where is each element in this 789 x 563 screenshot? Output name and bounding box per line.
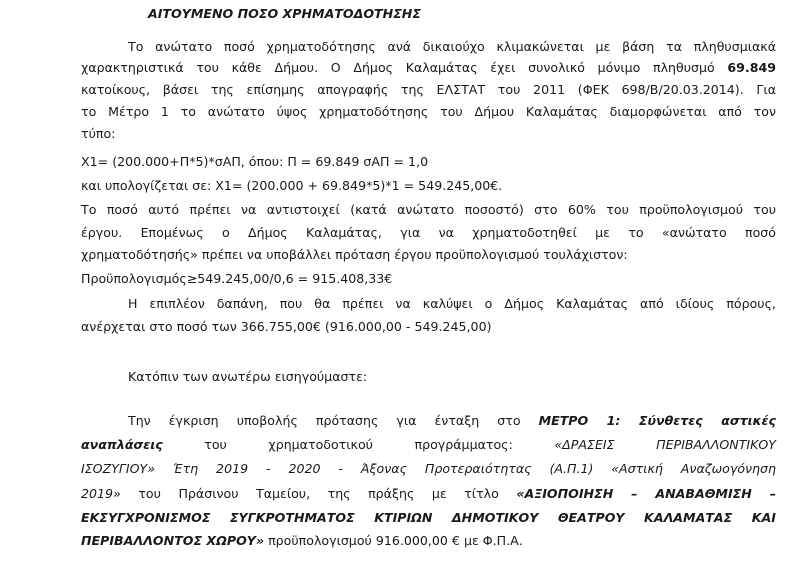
program-title: «ΔΡΑΣΕΙΣ ΠΕΡΙΒΑΛΛΟΝΤΙΚΟΥ [554,437,777,452]
measure-title-cont: αναπλάσεις [81,437,163,452]
proposal-line1 [128,413,776,429]
proposal-line1-text: Την έγκριση υποβολής πρότασης για ένταξη στο [128,413,539,428]
para1-line1: Το ανώτατο ποσό χρηματοδότησης ανά δικαιούχο κλιμακώνεται με βάση τα πληθυσμιακά [128,39,776,54]
para2-line4: Προϋπολογισμός≥549.245,00/0,6 = 915.408,33€ [81,271,393,286]
proposal-line6 [81,533,523,549]
proposal-line4-text: του Πράσινου Ταμείου, της πράξης με τίτλο [120,486,517,501]
project-title-end: ΠΕΡΙΒΑΛΛΟΝΤΟΣ ΧΩΡΟΥ» [81,533,265,548]
population-value: 69.849 [727,60,776,75]
para1-line2 [81,60,776,76]
section-title: ΑΙΤΟΥΜΕΝΟ ΠΟΣΟ ΧΡΗΜΑΤΟΔΟΤΗΣΗΣ [148,6,421,21]
proposal-intro: Κατόπιν των ανωτέρω εισηγούμαστε: [128,369,368,384]
para1-line2-text: χαρακτηριστικά του κάθε Δήμου. Ο Δήμος Καλαμάτας έχει συνολικό μόνιμο πληθυσμό [81,60,728,75]
budget-text: προϋπολογισμού 916.000,00 € με Φ.Π.Α. [264,533,523,548]
para2-line3: χρηματοδότησής» πρέπει να υποβάλλει πρόταση έργου προϋπολογισμού τουλάχιστον: [81,247,628,262]
proposal-line2 [81,437,776,453]
proposal-line2-text: του χρηματοδοτικού προγράμματος: [162,437,555,452]
para1-line3: κατοίκους, βάσει της επίσημης απογραφής της ΕΛΣΤΑΤ του 2011 (ΦΕΚ 698/Β/20.03.2014). Για [81,82,776,97]
project-title-cont: ΕΚΣΥΓΧΡΟΝΙΣΜΟΣ ΣΥΓΚΡΟΤΗΜΑΤΟΣ ΚΤΙΡΙΩΝ ΔΗΜΟΤΙΚΟΥ ΘΕΑΤΡΟΥ ΚΑΛΑΜΑΤΑΣ ΚΑΙ [81,510,776,525]
para1-line4: το Μέτρο 1 το ανώτατο ύψος χρηματοδότησης του Δήμου Καλαμάτας διαμορφώνεται από τον [81,104,776,119]
para2-line1: Το ποσό αυτό πρέπει να αντιστοιχεί (κατά ανώτατο ποσοστό) στο 60% του προϋπολογισμού του [81,202,776,217]
para1-line5: τύπο: [81,126,116,141]
project-title: «ΑΞΙΟΠΟΙΗΣΗ – ΑΝΑΒΑΘΜΙΣΗ – [516,486,776,501]
program-year: 2019» [81,486,121,501]
para3-line2: ανέρχεται στο ποσό των 366.755,00€ (916.000,00 - 549.245,00) [81,319,492,334]
proposal-line4 [81,486,776,502]
proposal-line3: ΙΣΟΖΥΓΙΟΥ» Έτη 2019 - 2020 - Άξονας Προτεραιότητας (Α.Π.1) «Αστική Αναζωογόνηση [81,461,776,476]
formula-line1: Χ1= (200.000+Π*5)*σΑΠ, όπου: Π = 69.849 σΑΠ = 1,0 [81,154,429,169]
measure-title: ΜΕΤΡΟ 1: Σύνθετες αστικές [538,413,776,428]
para2-line2: έργου. Επομένως ο Δήμος Καλαμάτας, για να χρηματοδοτηθεί με το «ανώτατο ποσό [81,225,776,240]
formula-line2: και υπολογίζεται σε: Χ1= (200.000 + 69.849*5)*1 = 549.245,00€. [81,178,503,193]
para3-line1: Η επιπλέον δαπάνη, που θα πρέπει να καλύψει ο Δήμος Καλαμάτας από ιδίους πόρους, [128,296,776,311]
